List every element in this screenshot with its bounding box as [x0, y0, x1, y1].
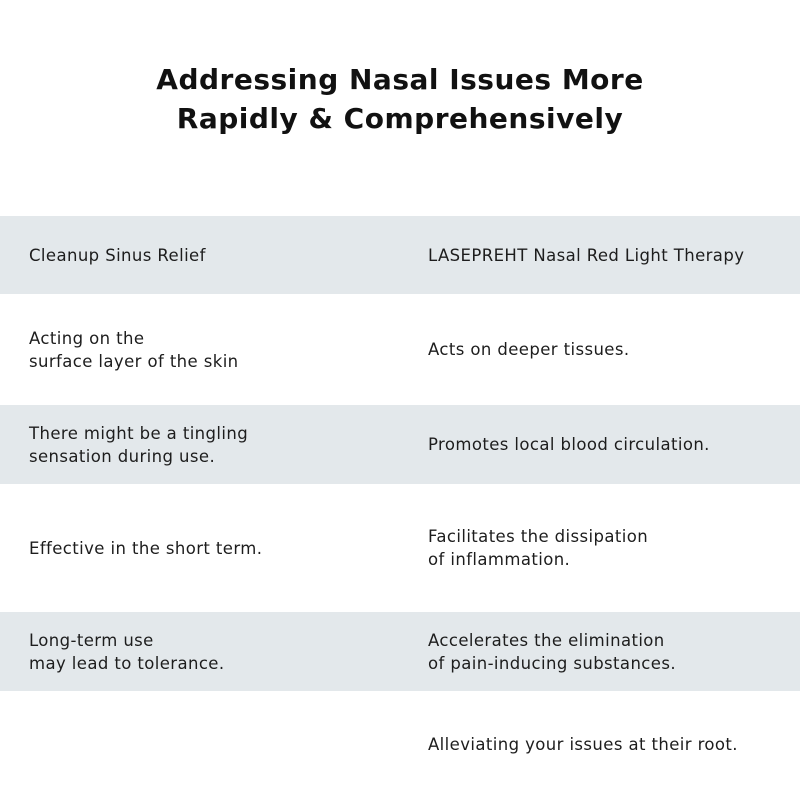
- header-cell-right-product: [400, 216, 800, 294]
- cell-text-line: Effective in the short term.: [29, 538, 263, 558]
- page-title-line2: Rapidly & Comprehensively: [176, 102, 624, 135]
- cell-text-line: Facilitates the dissipation: [428, 527, 649, 546]
- cell-text-line: of pain-inducing substances.: [428, 653, 676, 673]
- cell-right: [400, 405, 800, 484]
- cell-left: [0, 294, 400, 405]
- header-cell-left-product: [0, 216, 400, 294]
- cell-text-line: Promotes local blood circulation.: [428, 435, 710, 454]
- table-row: [0, 612, 800, 691]
- cell-text-line: may lead to tolerance.: [29, 653, 225, 673]
- cell-right: [400, 612, 800, 691]
- comparison-table: [0, 216, 800, 798]
- cell-text-line: Acts on deeper tissues.: [428, 340, 630, 359]
- cell-text-line: Alleviating your issues at their root.: [428, 735, 738, 754]
- left-product-name: Cleanup Sinus Relief: [29, 245, 206, 265]
- cell-left-empty: [0, 691, 400, 798]
- cell-left: [0, 612, 400, 691]
- cell-right: [400, 484, 800, 612]
- page-title-line1: Addressing Nasal Issues More: [156, 63, 644, 96]
- table-row: [0, 691, 800, 798]
- cell-text-line: sensation during use.: [29, 446, 216, 466]
- cell-text-line: of inflammation.: [428, 550, 571, 569]
- cell-text-line: Acting on the: [29, 328, 145, 348]
- cell-text-line: Accelerates the elimination: [428, 630, 665, 650]
- right-product-name: LASEPREHT Nasal Red Light Therapy: [428, 245, 745, 265]
- table-row: [0, 294, 800, 405]
- table-row: [0, 405, 800, 484]
- cell-right: [400, 294, 800, 405]
- table-row: [0, 484, 800, 612]
- cell-text-line: There might be a tingling: [29, 423, 249, 443]
- cell-text-line: surface layer of the skin: [29, 351, 239, 371]
- cell-left: [0, 405, 400, 484]
- page-title: [0, 0, 800, 138]
- table-row-header: [0, 216, 800, 294]
- cell-right: [400, 691, 800, 798]
- cell-left: [0, 484, 400, 612]
- cell-text-line: Long-term use: [29, 630, 154, 650]
